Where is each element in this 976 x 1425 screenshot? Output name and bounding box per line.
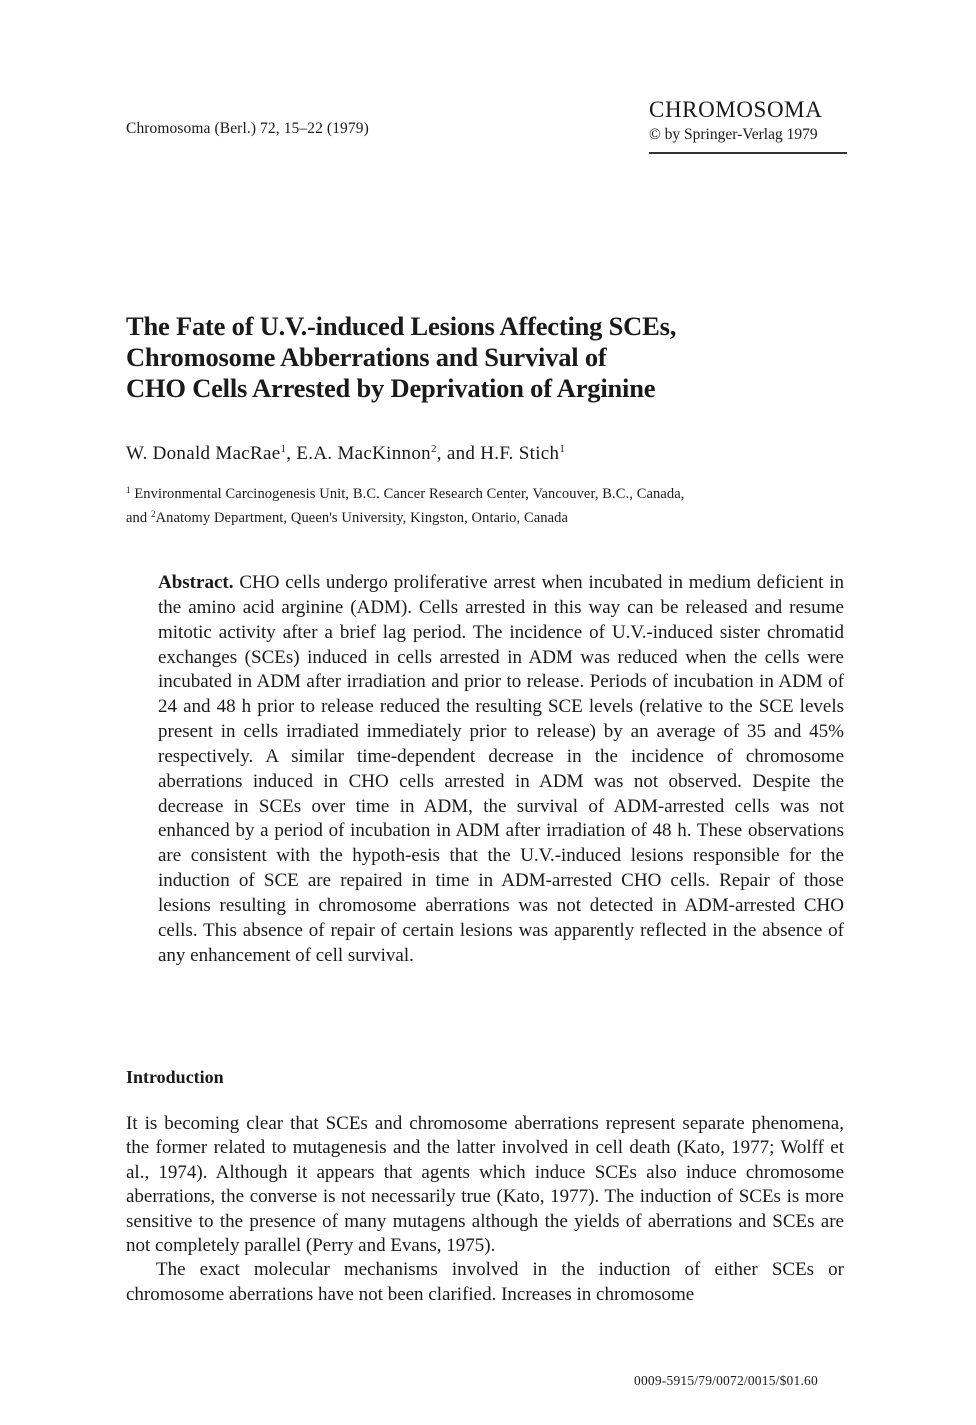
abstract-text: CHO cells undergo proliferative arrest when incubated in medium deficient in the amino acid arginine (ADM). Cells arrested in this way can be released and resume mitotic activity after a brief lag period. The incidence of U.V.-induced sister chromatid exchanges (SCEs) induced in cells arrested in ADM was reduced when the cells were incubated in ADM after irradiation and prior to release. Periods of incubation in ADM of 24 and 48 h prior to release reduced the resulting SCE levels (relative to the SCE levels present in cells irradiated immediately prior to release) by an average of 35 and 45% respectively. A similar time-dependent decrease in the incidence of chromosome aberrations induced in CHO cells arrested in ADM was not observed. Despite the decrease in SCEs over time in ADM, the survival of ADM-arrested cells was not enhanced by a period of incubation in ADM after irradiation of 48 h. These observations are consistent with the hypoth-esis that the U.V.-induced lesions responsible for the induction of SCE are repaired in time in ADM-arrested CHO cells. Repair of those lesions resulting in chromosome aberrations was not detected in ADM-arrested CHO cells. This absence of repair of certain lesions was apparently reflected in the absence of any enhancement of cell survival.	[158, 572, 845, 966]
affiliation-mark: 2	[150, 509, 156, 519]
affiliations	[126, 480, 846, 528]
author-affiliation-mark: 1	[280, 443, 287, 455]
affiliation-conjunction: and	[126, 510, 148, 526]
title-line: CHO Cells Arrested by Deprivation of Arginine	[126, 373, 656, 403]
article-title	[126, 311, 846, 404]
abstract-label: Abstract.	[158, 572, 234, 593]
author-name: E.A. MacKinnon	[296, 443, 431, 464]
paragraph: It is becoming clear that SCEs and chromosome aberrations represent separate phenomena, the former related to mutagenesis and the latter involved in cell death (Kato, 1977; Wolff et al., 1974). Although it appears that agents which induce SCEs also induce chromosome aberrations, the converse is not necessarily true (Kato, 1977). The induction of SCEs is more sensitive to the presence of many mutagens although the yields of aberrations and SCEs are not completely parallel (Perry and Evans, 1975).	[126, 1113, 844, 1257]
copyright-notice: © by Springer-Verlag 1979	[649, 126, 818, 143]
journal-masthead	[649, 97, 849, 154]
introduction-body	[126, 1112, 844, 1307]
title-line: Chromosome Abberrations and Survival of	[126, 342, 607, 372]
masthead-rule	[649, 152, 847, 154]
paragraph: The exact molecular mechanisms involved in the induction of either SCEs or chromosome aberrations have not been clarified. Increases in chromosome	[126, 1259, 844, 1305]
affiliation-1	[126, 480, 846, 504]
affiliation-text: Anatomy Department, Queen's University, Kingston, Ontario, Canada	[155, 510, 569, 526]
author-conjunction: , and	[436, 443, 481, 464]
affiliation-mark: 1	[126, 485, 131, 495]
author-name: H.F. Stich	[480, 443, 560, 464]
abstract	[158, 571, 844, 969]
journal-citation: Chromosoma (Berl.) 72, 15–22 (1979)	[126, 120, 369, 137]
title-line: The Fate of U.V.-induced Lesions Affecting SCEs,	[126, 311, 677, 341]
author-name: W. Donald MacRae	[126, 443, 281, 464]
author-affiliation-mark: 2	[430, 443, 437, 455]
section-heading-introduction: Introduction	[126, 1067, 224, 1087]
author-list: W. Donald MacRae$^1$, E.A. MacKinnon$^2$, and H.F. Stich$^1$	[126, 443, 566, 464]
journal-name: CHROMOSOMA	[649, 97, 823, 122]
article-code: 0009-5915/79/0072/0015/$01.60	[634, 1373, 818, 1388]
author-affiliation-mark: 1	[559, 443, 566, 455]
affiliation-text: Environmental Carcinogenesis Unit, B.C. Cancer Research Center, Vancouver, B.C., Canada,	[134, 486, 685, 502]
affiliation-2	[126, 504, 846, 528]
